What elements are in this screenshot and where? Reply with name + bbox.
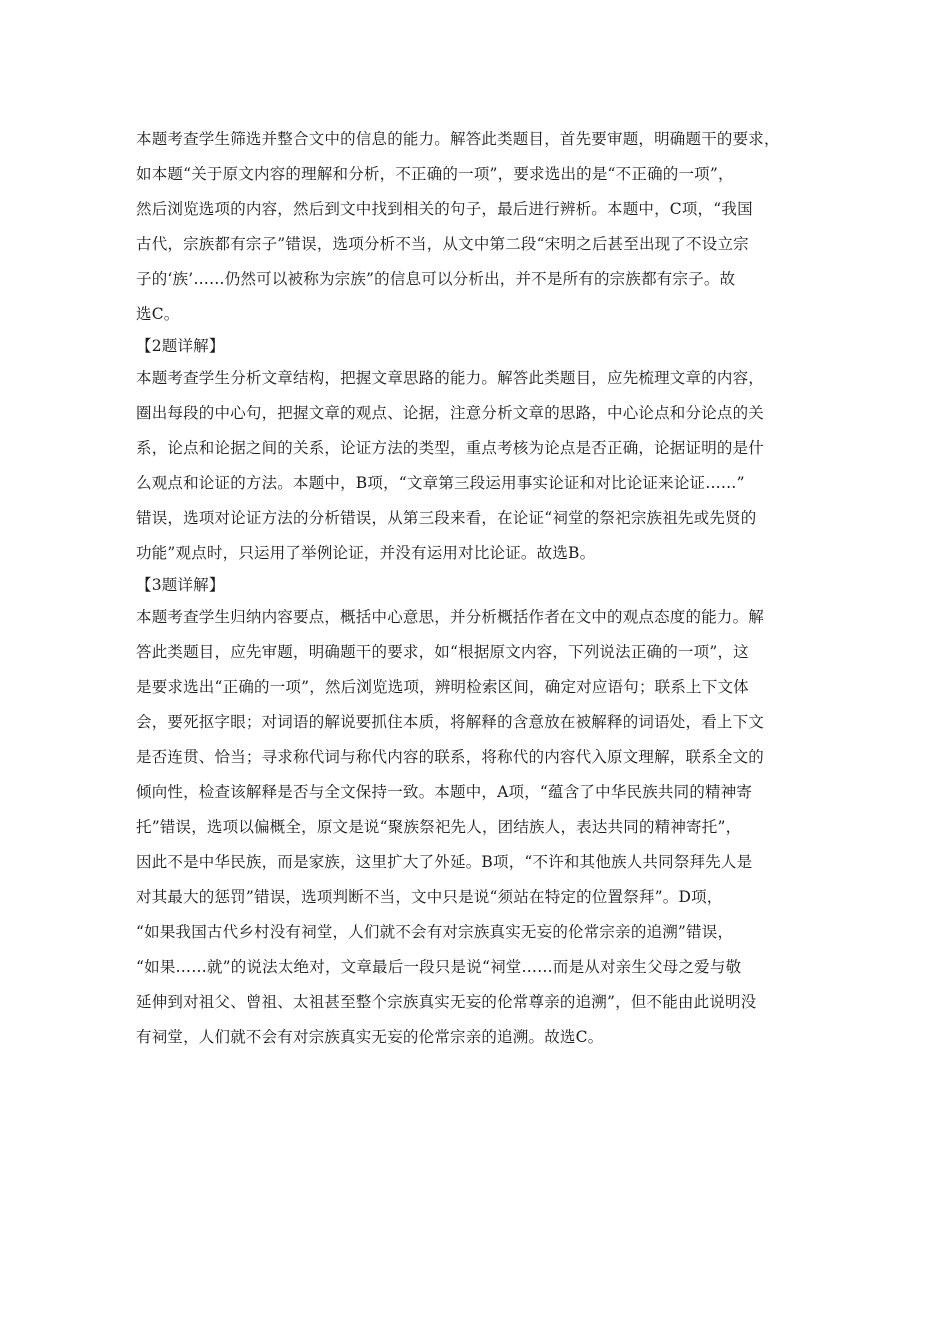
q2-heading: 【2题详解】 <box>136 337 225 355</box>
text-line: 本题考查学生归纳内容要点，概括中心意思，并分析概括作者在文中的观点态度的能力。解 <box>136 608 765 626</box>
text-line: 功能”观点时，只运用了举例论证，并没有运用对比论证。故选B。 <box>136 544 596 562</box>
text-line: “如果……就”的说法太绝对，文章最后一段只是说“祠堂……而是从对亲生父母之爱与敬 <box>136 958 742 976</box>
text-line: 圈出每段的中心句，把握文章的观点、论据，注意分析文章的思路，中心论点和分论点的关 <box>136 404 765 422</box>
text-line: “如果我国古代乡村没有祠堂，人们就不会有对宗族真实无妄的伦常宗亲的追溯”错误， <box>136 923 734 941</box>
text-line: 会，要死抠字眼；对词语的解说要抓住本质，将解释的含意放在被解释的词语处，看上下文 <box>136 713 765 731</box>
text-line: 古代，宗族都有宗子”错误，选项分析不当，从文中第二段“宋明之后甚至出现了不设立宗 <box>136 235 749 253</box>
text-line: 么观点和论证的方法。本题中，B项，“文章第三段运用事实论证和对比论证来论证……” <box>136 474 745 492</box>
text-line: 是否连贯、恰当；寻求称代词与称代内容的联系，将称代的内容代入原文理解，联系全文的 <box>136 748 765 766</box>
text-line: 然后浏览选项的内容，然后到文中找到相关的句子，最后进行辨析。本题中，C项，“我国 <box>136 200 753 218</box>
text-line: 系，论点和论据之间的关系，论证方法的类型，重点考核为论点是否正确，论据证明的是什 <box>136 439 765 457</box>
text-line: 子的‘族’……仍然可以被称为宗族”的信息可以分析出，并不是所有的宗族都有宗子。故 <box>136 270 736 288</box>
text-line: 托”错误，选项以偏概全，原文是说“聚族祭祀先人，团结族人，表达共同的精神寄托”， <box>136 818 742 836</box>
text-line: 延伸到对祖父、曾祖、太祖甚至整个宗族真实无妄的伦常尊亲的追溯”，但不能由此说明没 <box>136 993 757 1011</box>
text-line: 因此不是中华民族，而是家族，这里扩大了外延。B项，“不许和其他族人共同祭拜先人是 <box>136 853 753 871</box>
text-line: 本题考查学生分析文章结构，把握文章思路的能力。解答此类题目，应先梳理文章的内容， <box>136 369 765 387</box>
q3-explanation <box>136 571 816 1055</box>
text-line: 有祠堂，人们就不会有对宗族真实无妄的伦常宗亲的追溯。故选C。 <box>136 1028 604 1046</box>
q3-heading: 【3题详解】 <box>136 576 225 594</box>
q1-explanation <box>136 122 816 332</box>
text-line: 如本题“关于原文内容的理解和分析，不正确的一项”，要求选出的是“不正确的一项”， <box>136 165 734 183</box>
q2-explanation <box>136 332 816 571</box>
text-line: 答此类题目，应先审题，明确题干的要求，如“根据原文内容，下列说法正确的一项”，这 <box>136 643 749 661</box>
text-line: 本题考查学生筛选并整合文中的信息的能力。解答此类题目，首先要审题，明确题干的要求， <box>136 130 780 148</box>
text-line: 选C。 <box>136 305 180 323</box>
text-line: 对其最大的惩罚”错误，选项判断不当，文中只是说“须站在特定的位置祭拜”。D项， <box>136 888 723 906</box>
text-line: 错误，选项对论证方法的分析错误，从第三段来看，在论证“祠堂的祭祀宗族祖先或先贤的 <box>136 509 757 527</box>
text-line: 倾向性，检查该解释是否与全文保持一致。本题中，A项，“蕴含了中华民族共同的精神寄 <box>136 783 753 801</box>
text-line: 是要求选出“正确的一项”，然后浏览选项，辨明检索区间，确定对应语句；联系上下文体 <box>136 678 749 696</box>
answer-explanation-text <box>136 122 816 1055</box>
